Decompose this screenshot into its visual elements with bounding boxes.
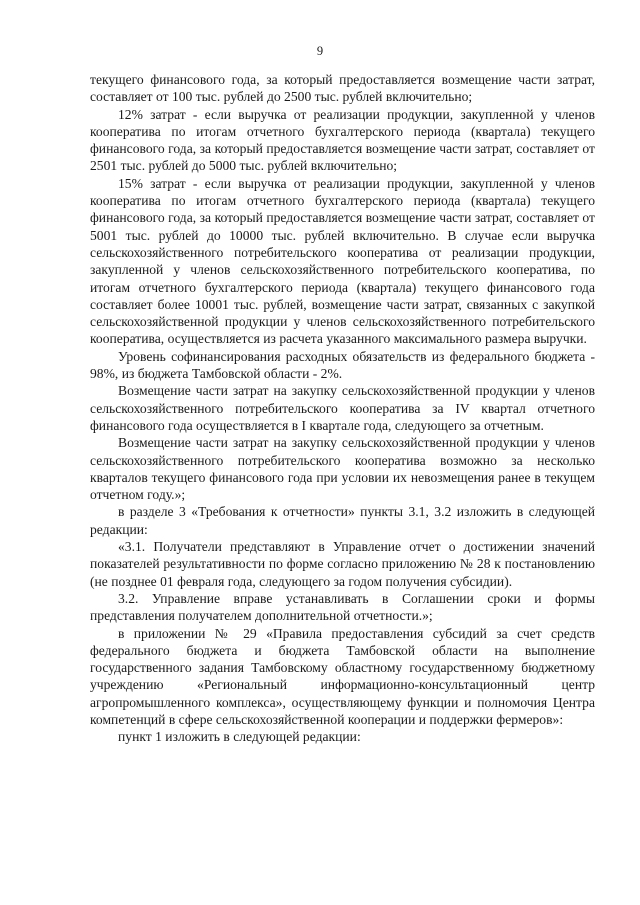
paragraph: Уровень софинансирования расходных обязательств из федерального бюджета - 98%, из бюджета Тамбовской области - 2%.	[90, 348, 595, 382]
paragraph: Возмещение части затрат на закупку сельскохозяйственной продукции у членов сельскохозяйственного потребительского кооператива за IV квартал отчетного финансового года осуществляется в I квартале года, следующего за отчетным.	[90, 383, 595, 433]
paragraph: Возмещение части затрат на закупку сельскохозяйственной продукции у членов сельскохозяйственного потребительского кооператива возможно за несколько кварталов текущего финансового года при условии их невозмещения ранее в текущем отчетном году.»;	[90, 435, 595, 503]
paragraph: 15% затрат - если выручка от реализации продукции, закупленной у членов кооператива по итогам отчетного бухгалтерского периода (квартала) текущего финансового года, за который предоставляется возмещение части затрат, составляет от 5001 тыс. рублей до 10000 тыс. рублей включительно. В случае если выручка сельскохозяйственного потребительского кооператива от реализации продукции, закупленной у членов сельскохозяйственного потребительского кооператива, по итогам отчетного бухгалтерского периода (квартала) текущего финансового года составляет более 10001 тыс. рублей, возмещение части затрат, связанных с закупкой сельскохозяйственной продукции у членов сельскохозяйственного потребительского кооператива, осуществляется из расчета указанного максимального размера выручки.	[90, 175, 595, 347]
paragraph: 12% затрат - если выручка от реализации продукции, закупленной у членов кооператива по итогам отчетного бухгалтерского периода (квартала) текущего финансового года, за который предоставляется возмещение части затрат, составляет от 2501 тыс. рублей до 5000 тыс. рублей включительно;	[90, 106, 595, 174]
paragraph: в приложении № 29 «Правила предоставления субсидий за счет средств федерального бюджета и бюджета Тамбовской области на выполнение государственного задания Тамбовскому областному государственному бюджетному учреждению «Региональный информационно-консультационный центр агропромышленного комплекса», осуществляющему функции и полномочия Центра компетенций в сфере сельскохозяйственной кооперации и поддержки фермеров»:	[90, 625, 595, 727]
page-number: 9	[316, 44, 324, 58]
paragraph: пункт 1 изложить в следующей редакции:	[118, 729, 361, 745]
paragraph: «3.1. Получатели представляют в Управление отчет о достижении значений показателей результативности по форме согласно приложению № 28 к постановлению (не позднее 01 февраля года, следующего за годом получения субсидии).	[90, 539, 595, 589]
paragraph: 3.2. Управление вправе устанавливать в Соглашении сроки и формы представления получателем дополнительной отчетности.»;	[90, 590, 595, 624]
paragraph: текущего финансового года, за который предоставляется возмещение части затрат, составляет от 100 тыс. рублей до 2500 тыс. рублей включительно;	[90, 72, 595, 105]
paragraph: в разделе 3 «Требования к отчетности» пункты 3.1, 3.2 изложить в следующей редакции:	[90, 504, 595, 537]
document-body	[90, 71, 595, 746]
